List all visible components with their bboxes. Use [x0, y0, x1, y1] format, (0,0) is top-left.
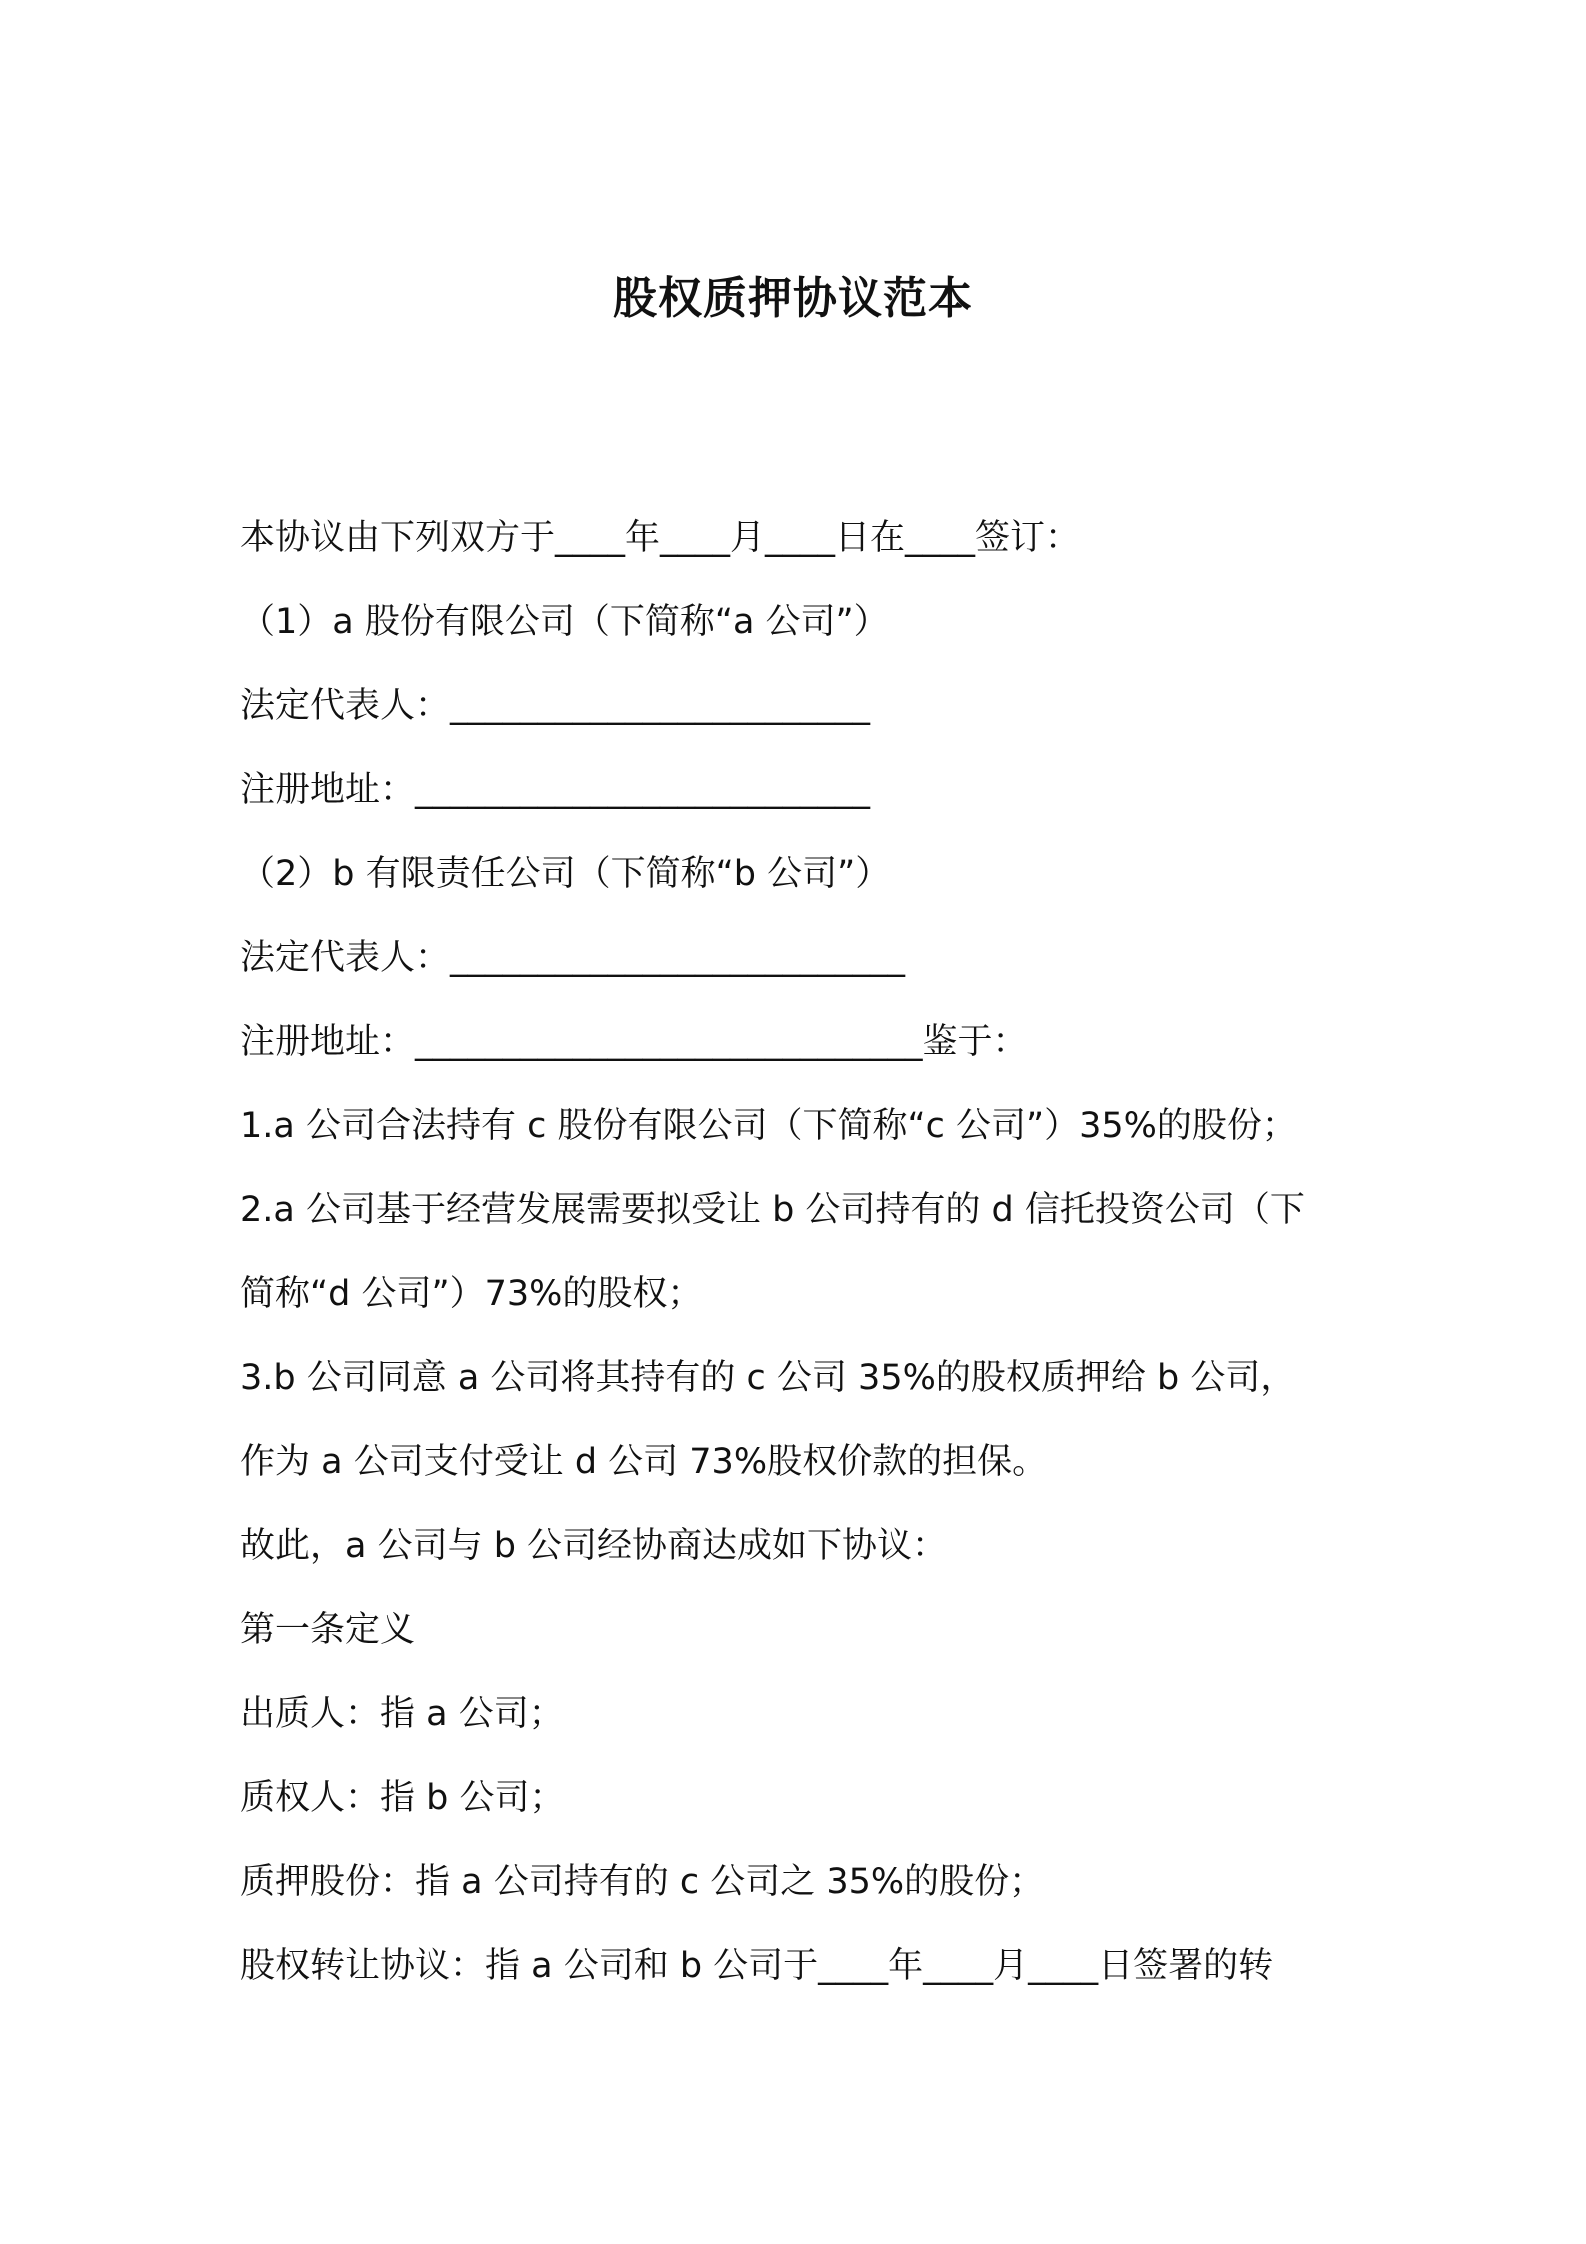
party-b-registered-address-whereas: 注册地址：_____________________________鉴于： — [240, 1022, 1028, 1062]
definition-pledgee: 质权人：指 b 公司； — [240, 1778, 565, 1818]
party-b-heading: （2）b 有限责任公司（下简称“b 公司”） — [240, 854, 891, 894]
recital-3-part-1: 3.b 公司同意 a 公司将其持有的 c 公司 35%的股权质押给 b 公司， — [240, 1358, 1296, 1398]
recital-2-part-2: 简称“d 公司”）73%的股权； — [240, 1274, 703, 1314]
party-a-registered-address: 注册地址：__________________________ — [240, 770, 871, 810]
intro-signing-line: 本协议由下列双方于____年____月____日在____签订： — [240, 518, 1081, 558]
recital-1: 1.a 公司合法持有 c 股份有限公司（下简称“c 公司”）35%的股份； — [240, 1106, 1297, 1146]
document-body — [240, 496, 1360, 2008]
recital-2-part-1: 2.a 公司基于经营发展需要拟受让 b 公司持有的 d 信托投资公司（下 — [240, 1190, 1305, 1230]
definition-pledged-shares: 质押股份：指 a 公司持有的 c 公司之 35%的股份； — [240, 1862, 1045, 1902]
party-b-legal-representative: 法定代表人：__________________________ — [240, 938, 906, 978]
party-a-legal-representative: 法定代表人：________________________ — [240, 686, 871, 726]
definition-transfer-agreement: 股权转让协议：指 a 公司和 b 公司于____年____月____日签署的转 — [240, 1946, 1274, 1986]
definition-pledgor: 出质人：指 a 公司； — [240, 1694, 564, 1734]
party-a-heading: （1）a 股份有限公司（下简称“a 公司”） — [240, 602, 889, 642]
agreement-statement: 故此，a 公司与 b 公司经协商达成如下协议： — [240, 1526, 948, 1566]
article-1-heading: 第一条定义 — [240, 1610, 416, 1650]
recital-3-part-2: 作为 a 公司支付受让 d 公司 73%股权价款的担保。 — [240, 1442, 1048, 1482]
document-title: 股权质押协议范本 — [613, 273, 973, 324]
